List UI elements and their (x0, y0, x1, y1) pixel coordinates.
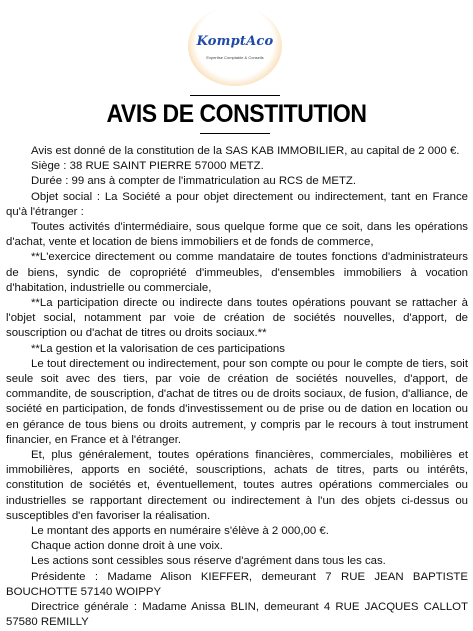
paragraph-mandataire: **L'exercice directement ou comme mandataire de toutes fonctions d'administrateurs de biens, syndic de copropriété d'immeubles, d'ensembles immobiliers à vocation d'habitation, industrielle ou commerciale, (6, 251, 468, 294)
logo-tagline: Expertise Comptable & Conseils (206, 55, 264, 60)
logo-brand: KomptAco (196, 34, 274, 49)
paragraph-siege: Siège : 38 RUE SAINT PIERRE 57000 METZ. (31, 160, 264, 173)
notice-body (6, 144, 468, 631)
paragraph-presidente: Présidente : Madame Alison KIEFFER, demeurant 7 RUE JEAN BAPTISTE BOUCHOTTE 57140 WOIPPY (6, 570, 468, 598)
notice-title: AVIS DE CONSTITUTION (106, 100, 367, 128)
paragraph-le-tout: Le tout directement ou indirectement, pour son compte ou pour le compte de tiers, soit seule soit avec des tiers, par voie de création de sociétés nouvelles, d'apport, de commandite, de souscription, d'achat de titres ou de droits sociaux, de fusion, d'alliance, de société en participation, de fonds d'investissement ou de prise ou de dation en location ou en gérance de tous biens ou droits autrement, y compris par le recours à tout instrument financier, en France et à l'étranger. (6, 357, 468, 446)
paragraph-operations: Et, plus généralement, toutes opérations financières, commerciales, mobilières et immobilières, apports en société, souscriptions, achats de titres, parts ou intérêts, constitution de sociétés et, éventuellement, toutes autres opérations commerciales ou industrielles se rapportant directement ou indirectement à l'un des objets ci-dessus ou susceptibles d'en favoriser la réalisation. (6, 449, 468, 522)
paragraph-voix: Chaque action donne droit à une voix. (31, 540, 223, 553)
paragraph-constitution: Avis est donné de la constitution de la SAS KAB IMMOBILIER, au capital de 2 000 €. (31, 145, 460, 157)
paragraph-objet-social: Objet social : La Société a pour objet directement ou indirectement, tant en France qu'à l'étranger : (6, 190, 468, 218)
paragraph-activites: Toutes activités d'intermédiaire, sous quelque forme que ce soit, dans les opérations d'achat, vente et location de biens immobiliers et de fonds de commerce, (6, 221, 468, 249)
paragraph-directrice: Directrice générale : Madame Anissa BLIN, demeurant 4 RUE JACQUES CALLOT 57580 REMILLY (6, 601, 468, 629)
company-logo (188, 6, 282, 86)
paragraph-participation: **La participation directe ou indirecte dans toutes opérations pouvant se rattacher à l'objet social, notamment par voie de création de sociétés nouvelles, d'apport, de souscription ou d'achat de titres ou droits sociaux.** (6, 297, 468, 340)
paragraph-duree: Durée : 99 ans à compter de l'immatriculation au RCS de METZ. (31, 175, 357, 188)
paragraph-apports: Le montant des apports en numéraire s'élève à 2 000,00 €. (31, 525, 329, 538)
paragraph-gestion: **La gestion et la valorisation de ces participations (31, 342, 285, 355)
title-rule-top (190, 95, 280, 96)
title-rule-bottom (200, 133, 270, 134)
paragraph-agrement: Les actions sont cessibles sous réserve d'agrément dans tous les cas. (31, 555, 386, 568)
